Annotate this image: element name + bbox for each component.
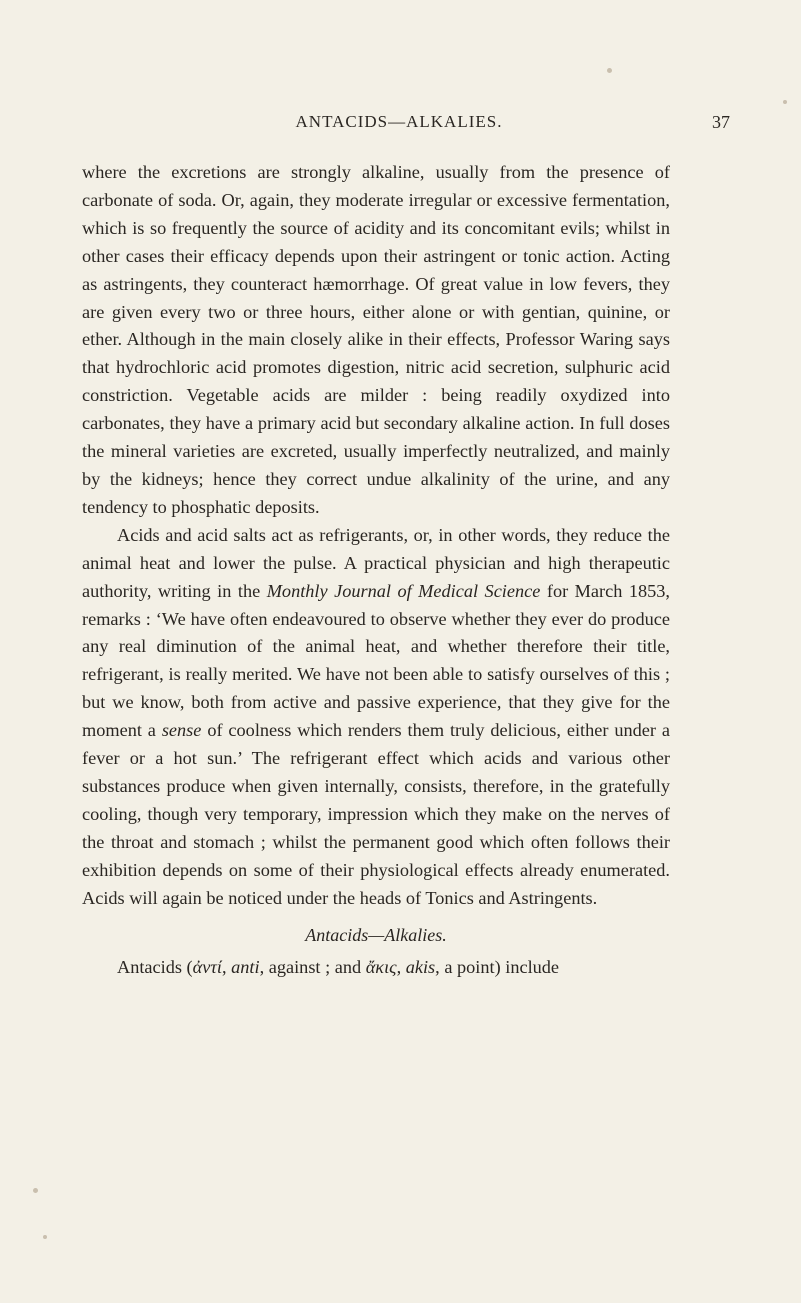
paragraph-refrigerants [82, 522, 670, 913]
paragraph-text: of coolness which renders them truly delicious, either under a fever or a hot sun.’ The refrigerant effect which acids and various other substances produce when given internally, consists, therefore, in the gratefully cooling, though very temporary, impression which they make on the nerves of the throat and stomach ; whilst the permanent good which often follows their exhibition depends on some of their physiological effects already enumerated. Acids will again be noticed under the heads of Tonics and Astringents. [82, 720, 670, 908]
paragraph-text: , [396, 957, 406, 978]
paragraph-text: , against ; and [259, 957, 366, 978]
paragraph-text: , a point) include [435, 957, 560, 978]
greek-word: ἀντί [192, 957, 222, 978]
paper-speck [783, 100, 787, 104]
journal-title: Monthly Journal of Medical Science [266, 580, 541, 601]
running-title: ANTACIDS—ALKALIES. [295, 112, 503, 131]
section-heading: Antacids—Alkalies. [305, 925, 447, 946]
paragraph-text: , [222, 957, 232, 978]
paper-speck [33, 1188, 38, 1193]
latin-word: anti [231, 957, 260, 978]
page-number: 37 [712, 112, 730, 132]
emphasized-word: sense [161, 720, 202, 741]
latin-word: akis [405, 957, 436, 978]
paragraph-text: for March 1853, remarks : ‘We have often endeavoured to observe whether they ever do produce any real diminution of the animal heat, and whether therefore their title, refrigerant, is really merited. We have not been able to satisfy ourselves of this ; but we know, both from active and passive experience, that they give for the moment a [82, 580, 670, 741]
greek-word: ἄκις [365, 957, 397, 978]
paper-speck [43, 1235, 47, 1239]
paragraph-continuation: where the excretions are strongly alkaline, usually from the presence of carbonate of soda. Or, again, they moderate irregular or excessive fermentation, which is so frequently the source of acidity and its concomitant evils; whilst in other cases their efficacy depends upon their astringent or tonic action. Acting as astringents, they counteract hæmorrhage. Of great value in low fevers, they are given every two or three hours, either alone or with gentian, quinine, or ether. Although in the main closely alike in their effects, Professor Waring says that hydrochloric acid promotes digestion, nitric acid secretion, sulphuric acid constriction. Vegetable acids are milder : being readily oxydized into carbonates, they have a primary acid but secondary alkaline action. In full doses the mineral varieties are excreted, usually imperfectly neutralized, and mainly by the kidneys; hence they correct undue alkalinity of the urine, and any tendency to phosphatic deposits. [82, 162, 670, 517]
paragraph-text: Antacids ( [117, 957, 193, 978]
running-head [140, 112, 730, 136]
paper-speck [607, 68, 612, 73]
paragraph-antacids [82, 954, 670, 982]
body-text [82, 159, 670, 982]
paragraph-text: Acids and acid salts act as refrigerants, or, in other words, they reduce the animal heat and lower the pulse. A practical physician and high therapeutic authority, writing in the [82, 524, 670, 601]
